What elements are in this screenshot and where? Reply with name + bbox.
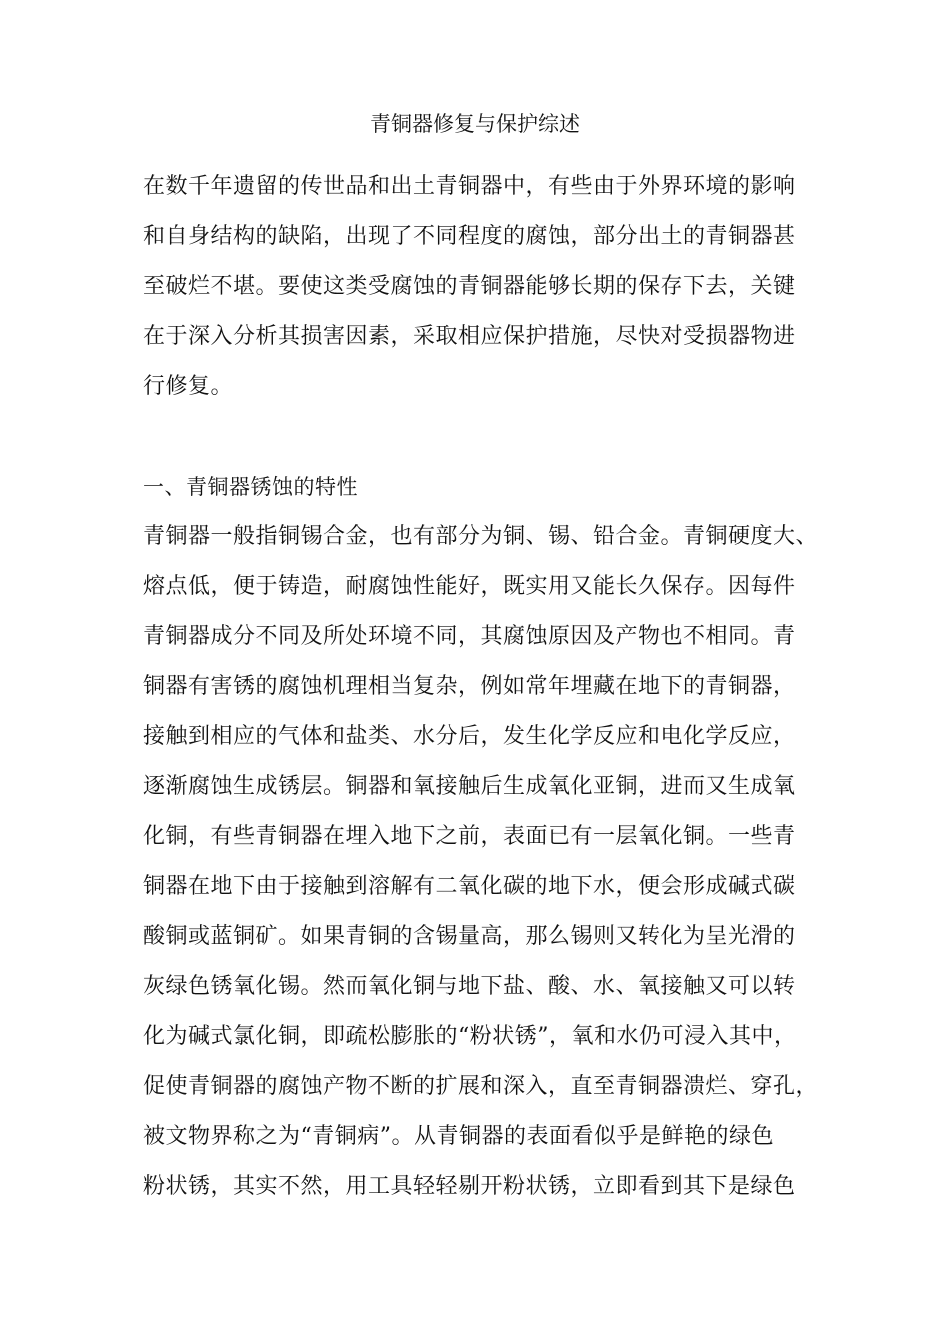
- section-1: [143, 470, 843, 1220]
- paragraph-line: 在数千年遗留的传世品和出土青铜器中，有些由于外界环境的影响: [143, 174, 796, 199]
- paragraph-line: 被文物界称之为“青铜病”。从青铜器的表面看似乎是鲜艳的绿色: [143, 1124, 774, 1149]
- paragraph-line: 逐渐腐蚀生成锈层。铜器和氧接触后生成氧化亚铜，进而又生成氧: [143, 774, 796, 799]
- paragraph-line: 青铜器一般指铜锡合金，也有部分为铜、锡、铅合金。青铜硬度大、: [143, 524, 819, 549]
- paragraph-line: 行修复。: [143, 374, 234, 399]
- paragraph-line: 铜器在地下由于接触到溶解有二氧化碳的地下水，便会形成碱式碳: [143, 874, 796, 899]
- paragraph-line: 铜器有害锈的腐蚀机理相当复杂，例如常年埋藏在地下的青铜器，: [143, 674, 796, 699]
- paragraph-line: 促使青铜器的腐蚀产物不断的扩展和深入，直至青铜器溃烂、穿孔，: [143, 1074, 819, 1099]
- paragraph-line: 至破烂不堪。要使这类受腐蚀的青铜器能够长期的保存下去，关键: [143, 274, 796, 299]
- document-title: 青铜器修复与保护综述: [370, 112, 580, 136]
- paragraph-line: 粉状锈，其实不然，用工具轻轻剔开粉状锈，立即看到其下是绿色: [143, 1174, 796, 1199]
- intro-paragraph: [143, 170, 843, 420]
- paragraph-line: 酸铜或蓝铜矿。如果青铜的含锡量高，那么锡则又转化为呈光滑的: [143, 924, 796, 949]
- paragraph-line: 接触到相应的气体和盐类、水分后，发生化学反应和电化学反应，: [143, 724, 796, 749]
- paragraph-line: 化铜，有些青铜器在埋入地下之前，表面已有一层氧化铜。一些青: [143, 824, 796, 849]
- paragraph-line: 和自身结构的缺陷，出现了不同程度的腐蚀，部分出土的青铜器甚: [143, 224, 796, 249]
- paragraph-line: 熔点低，便于铸造，耐腐蚀性能好，既实用又能长久保存。因每件: [143, 574, 796, 599]
- paragraph-line: 青铜器成分不同及所处环境不同，其腐蚀原因及产物也不相同。青: [143, 624, 796, 649]
- paragraph-line: 灰绿色锈氧化锡。然而氧化铜与地下盐、酸、水、氧接触又可以转: [143, 974, 796, 999]
- paragraph-line: 在于深入分析其损害因素，采取相应保护措施，尽快对受损器物进: [143, 324, 796, 349]
- paragraph-line: 化为碱式氯化铜，即疏松膨胀的“粉状锈”，氧和水仍可浸入其中，: [143, 1024, 797, 1049]
- section-heading: 一、青铜器锈蚀的特性: [143, 475, 358, 499]
